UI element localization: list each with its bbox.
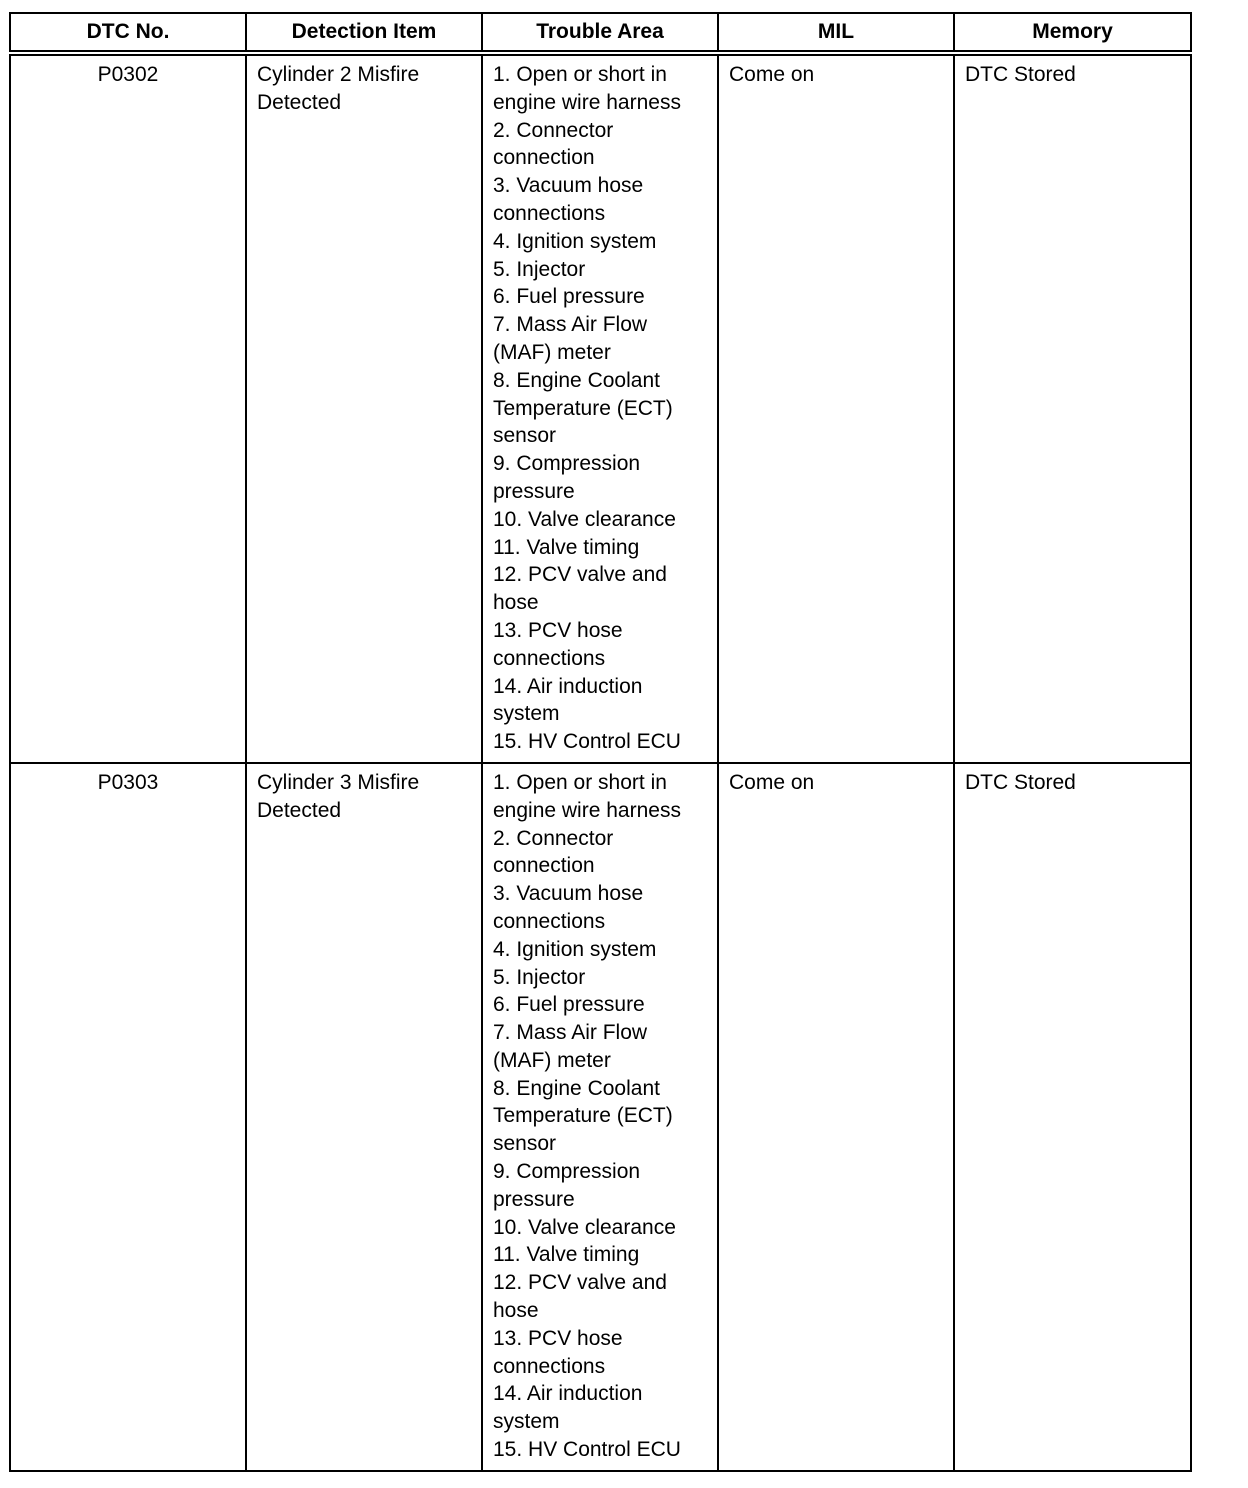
trouble-area-item: 15. HV Control ECU xyxy=(493,730,681,754)
mil-cell: Come on xyxy=(718,53,954,763)
table-row xyxy=(10,53,1191,763)
trouble-area-item: 4. Ignition system xyxy=(493,937,657,961)
table-header xyxy=(10,13,1191,53)
trouble-area-item: 8. Engine Coolant Temperature (ECT) sensor xyxy=(493,1076,673,1156)
trouble-area-item: 1. Open or short in engine wire harness xyxy=(493,770,681,822)
trouble-area-item: 14. Air induction system xyxy=(493,1382,643,1434)
dtc-table xyxy=(9,12,1192,1472)
trouble-area-item: 15. HV Control ECU xyxy=(493,1438,681,1462)
trouble-area-item: 9. Compression pressure xyxy=(493,452,641,503)
trouble-area-item: 5. Injector xyxy=(493,257,586,281)
header-mil: MIL xyxy=(718,13,954,53)
header-detection-item: Detection Item xyxy=(246,13,482,53)
trouble-area-item: 3. Vacuum hose connections xyxy=(493,174,644,225)
header-memory: Memory xyxy=(954,13,1191,53)
trouble-area-item: 6. Fuel pressure xyxy=(493,993,645,1017)
trouble-area-item: 10. Valve clearance xyxy=(493,1215,676,1239)
trouble-area-item: 2. Connector connection xyxy=(493,826,614,878)
trouble-area-item: 13. PCV hose connections xyxy=(493,618,623,670)
header-dtc-no: DTC No. xyxy=(10,13,246,53)
trouble-area-item: 5. Injector xyxy=(493,965,586,989)
trouble-area-item: 14. Air induction system xyxy=(493,674,643,726)
mil-cell: Come on xyxy=(718,763,954,1471)
detection-item-cell: Cylinder 3 Misfire Detected xyxy=(246,763,482,1471)
trouble-area-item: 6. Fuel pressure xyxy=(493,285,645,309)
memory-cell: DTC Stored xyxy=(954,53,1191,763)
trouble-area-item: 11. Valve timing xyxy=(493,1243,640,1267)
trouble-area-item: 3. Vacuum hose connections xyxy=(493,882,644,933)
trouble-area-cell xyxy=(482,53,718,763)
memory-cell: DTC Stored xyxy=(954,763,1191,1471)
header-trouble-area: Trouble Area xyxy=(482,13,718,53)
trouble-area-item: 9. Compression pressure xyxy=(493,1160,641,1211)
trouble-area-item: 12. PCV valve and hose xyxy=(493,1271,667,1323)
table-row xyxy=(10,763,1191,1471)
trouble-area-item: 10. Valve clearance xyxy=(493,507,676,531)
table-body xyxy=(10,53,1191,1471)
trouble-area-item: 7. Mass Air Flow (MAF) meter xyxy=(493,313,648,364)
trouble-area-item: 11. Valve timing xyxy=(493,535,640,559)
trouble-area-item: 2. Connector connection xyxy=(493,118,614,170)
trouble-area-item: 1. Open or short in engine wire harness xyxy=(493,63,681,114)
trouble-area-list xyxy=(493,769,707,1464)
detection-item-cell: Cylinder 2 Misfire Detected xyxy=(246,53,482,763)
dtc-code-cell: P0303 xyxy=(10,763,246,1471)
header-row xyxy=(10,13,1191,53)
trouble-area-item: 13. PCV hose connections xyxy=(493,1326,623,1378)
trouble-area-list xyxy=(493,61,707,756)
trouble-area-item: 8. Engine Coolant Temperature (ECT) sensor xyxy=(493,368,673,448)
trouble-area-item: 7. Mass Air Flow (MAF) meter xyxy=(493,1021,648,1072)
trouble-area-item: 4. Ignition system xyxy=(493,229,657,253)
dtc-code-cell: P0302 xyxy=(10,53,246,763)
trouble-area-item: 12. PCV valve and hose xyxy=(493,563,667,615)
trouble-area-cell xyxy=(482,763,718,1471)
